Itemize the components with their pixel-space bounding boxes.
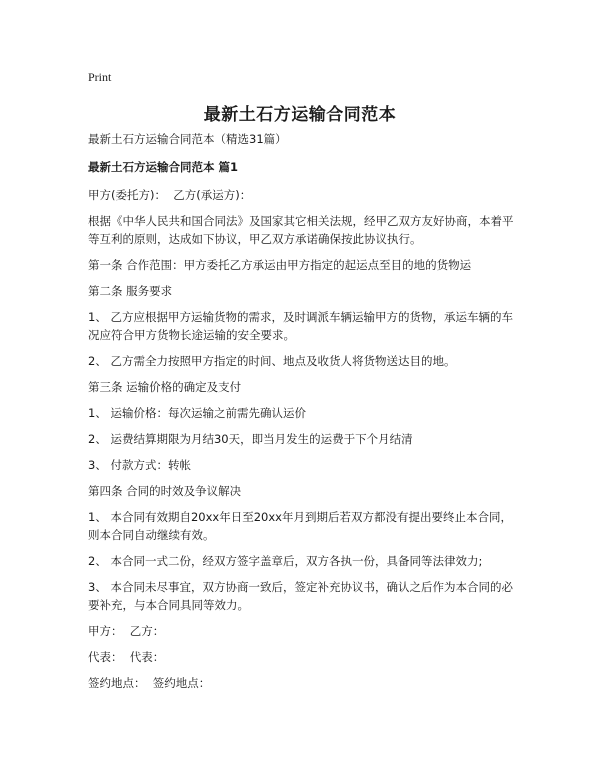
- paragraph-article-2-item-1: 1、 乙方应根据甲方运输货物的需求，及时调派车辆运输甲方的货物，承运车辆的车况应符合甲方货物长途运输的安全要求。: [88, 310, 513, 342]
- paragraph-article-1: 第一条 合作范围：甲方委托乙方承运由甲方指定的起运点至目的地的货物运: [88, 258, 472, 272]
- paragraph-article-3-item-1: 1、 运输价格：每次运输之前需先确认运价: [88, 406, 306, 420]
- paragraph-article-4-heading: 第四条 合同的时效及争议解决: [88, 484, 242, 498]
- print-label[interactable]: Print: [88, 70, 112, 84]
- section-heading: 最新土石方运输合同范本 篇1: [88, 160, 239, 174]
- paragraph-article-2-item-2: 2、 乙方需全力按照甲方指定的时间、地点及收货人将货物送达目的地。: [88, 354, 456, 368]
- paragraph-article-3-item-2: 2、 运费结算期限为月结30天，即当月发生的运费于下个月结清: [88, 432, 413, 446]
- paragraph-article-4-item-2: 2、 本合同一式二份，经双方签字盖章后，双方各执一份，具备同等法律效力;: [88, 554, 483, 568]
- document-subtitle: 最新土石方运输合同范本（精选31篇）: [88, 132, 287, 146]
- paragraph-article-3-heading: 第三条 运输价格的确定及支付: [88, 380, 242, 394]
- signature-parties-line: 甲方： 乙方：: [88, 624, 165, 638]
- paragraph-article-4-item-3: 3、 本合同未尽事宜，双方协商一致后，签定补充协议书，确认之后作为本合同的必要补充，与本合同具同等效力。: [88, 580, 513, 612]
- paragraph-parties: 甲方(委托方)： 乙方(承运方)：: [88, 188, 252, 202]
- paragraph-preamble: 根据《中华人民共和国合同法》及国家其它相关法规，经甲乙双方友好协商，本着平等互利的原则，达成如下协议，甲乙双方承诺确保按此协议执行。: [88, 214, 514, 246]
- signature-location-line: 签约地点： 签约地点：: [88, 676, 211, 690]
- document-body: [88, 130, 518, 700]
- paragraph-article-2-heading: 第二条 服务要求: [88, 284, 173, 298]
- paragraph-article-3-item-3: 3、 付款方式：转帐: [88, 458, 191, 472]
- page-title: 最新土石方运输合同范本: [203, 105, 397, 125]
- paragraph-article-4-item-1: 1、 本合同有效期自20xx年日至20xx年月到期后若双方都没有提出要终止本合同，则本合同自动继续有效。: [88, 510, 512, 542]
- signature-representatives-line: 代表： 代表：: [88, 650, 165, 664]
